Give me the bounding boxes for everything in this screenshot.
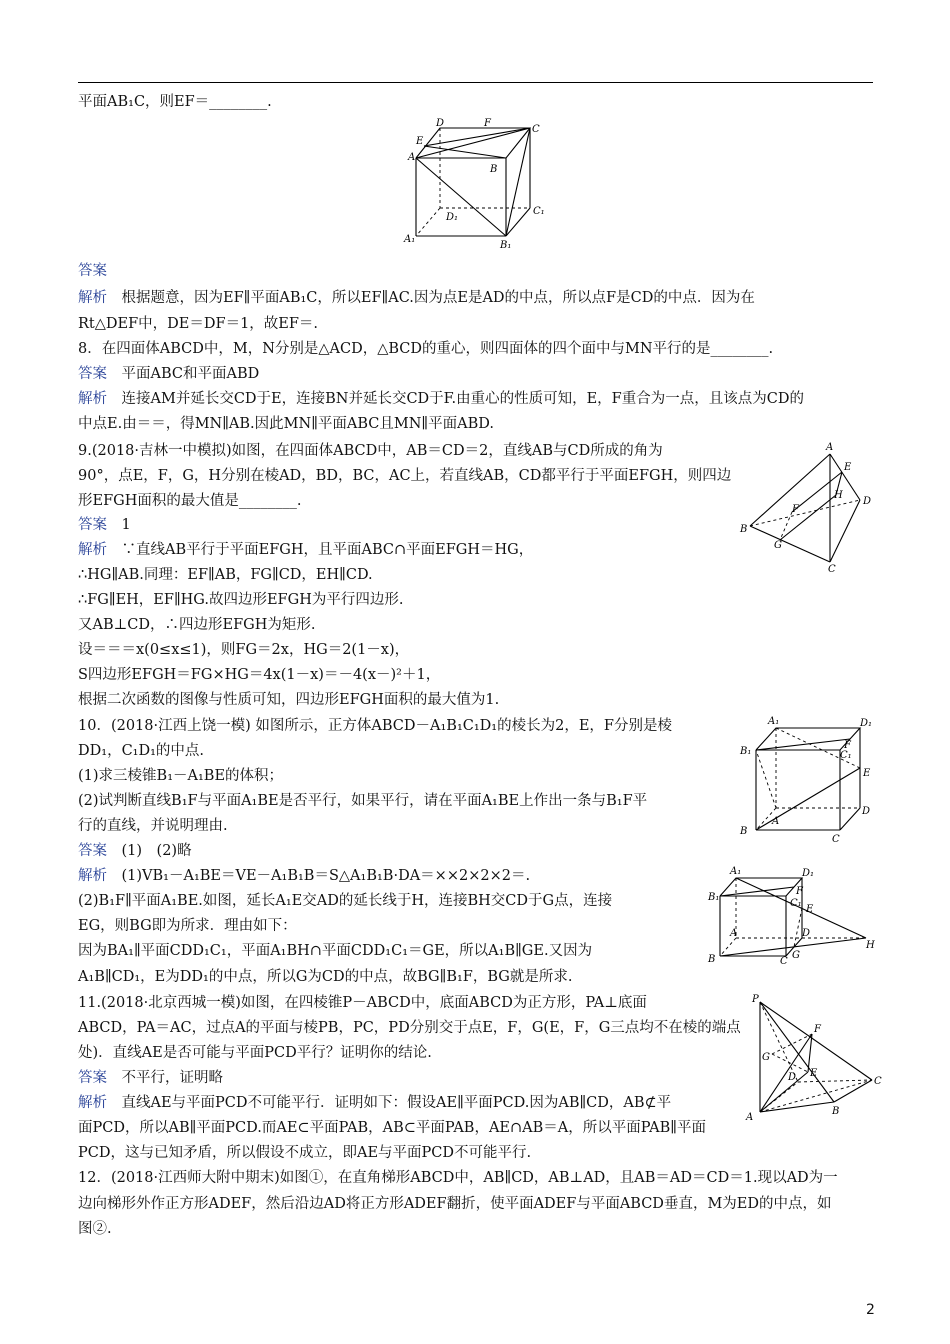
text-line (78, 840, 192, 862)
text-line (78, 564, 373, 586)
label-H: H (834, 490, 843, 501)
answer-label: 答案 (78, 843, 107, 859)
figure-pyramid-svg (742, 996, 882, 1126)
text-line (78, 992, 647, 1014)
label-D: D (862, 806, 871, 817)
analysis-label: 解析 (78, 290, 107, 306)
figure-cube-extended-svg (706, 866, 876, 966)
text-line (78, 260, 107, 282)
label-F: F (814, 1024, 821, 1035)
text-line-content: (2)试判断直线B₁F与平面A₁BE是否平行，如果平行，请在平面A₁BE上作出一条与B₁F平 (78, 793, 648, 809)
label-D1: D₁ (802, 868, 815, 879)
label-F: F (796, 886, 803, 897)
label-D1: D₁ (446, 212, 459, 223)
text-line (78, 664, 440, 686)
text-line-content: 根据二次函数的图像与性质可知，四边形EFGH面积的最大值为1. (78, 692, 500, 708)
label-B: B (740, 826, 748, 837)
figure-cube-efc-svg (400, 118, 550, 253)
text-line (78, 440, 663, 462)
label-C1: C₁ (790, 898, 802, 909)
header-rule (78, 82, 873, 83)
text-line-content: (2)B₁F∥平面A₁BE.如图，延长A₁E交AD的延长线于H，连接BH交CD于G点，连接 (78, 893, 613, 909)
text-line-content: 平面AB₁C，则EF＝________. (78, 94, 272, 110)
text-line-content: 9.(2018·吉林一中模拟)如图，在四面体ABCD中，AB＝CD＝2，直线AB与CD所成的角为 (78, 443, 663, 459)
text-line (78, 790, 647, 812)
label-G: G (762, 1052, 770, 1063)
text-line-content: ∴FG∥EH，EF∥HG.故四边形EFGH为平行四边形. (78, 592, 404, 608)
label-A: A (746, 1112, 754, 1123)
analysis-label: 解析 (78, 1095, 107, 1111)
text-line (78, 940, 592, 962)
figure-cube-b1f (736, 714, 876, 849)
text-line (78, 1167, 838, 1189)
text-line (78, 865, 530, 887)
text-line (78, 689, 499, 711)
analysis-label: 解析 (78, 868, 107, 884)
label-E: E (416, 136, 424, 147)
text-line-content: Rt△DEF中，DE＝DF＝1，故EF＝. (78, 316, 319, 332)
label-A: A (730, 928, 738, 939)
label-B: B (832, 1106, 840, 1117)
label-C: C (874, 1076, 882, 1087)
label-D: D (802, 928, 811, 939)
label-B1: B₁ (500, 240, 512, 251)
label-A1: A₁ (768, 716, 780, 727)
text-line (78, 1218, 112, 1240)
text-line-content: 行的直线，并说明理由. (78, 818, 228, 834)
text-line-content: S四边形EFGH＝FG×HG＝4x(1－x)＝－4(x－)²＋1， (78, 667, 441, 683)
label-E: E (806, 904, 814, 915)
text-line-content: 12．(2018·江西师大附中期末)如图①，在直角梯形ABCD中，AB∥CD，AB⊥AD，且AB＝AD＝CD＝1.现以AD为一 (78, 1170, 838, 1186)
label-F: F (792, 504, 799, 515)
answer-label: 答案 (78, 263, 107, 279)
text-line-content: 不平行，证明略 (107, 1070, 223, 1086)
text-line (78, 1042, 432, 1064)
label-D1: D₁ (860, 718, 873, 729)
label-B: B (490, 164, 498, 175)
text-line (78, 915, 297, 937)
answer-label: 答案 (78, 366, 107, 382)
text-line (78, 91, 272, 113)
text-line-content: 因为BA₁∥平面CDD₁C₁，平面A₁BH∩平面CDD₁C₁＝GE，所以A₁B∥GE.又因为 (78, 943, 593, 959)
text-line (78, 363, 259, 385)
text-line-content: 1 (107, 517, 131, 533)
text-line (78, 1142, 531, 1164)
text-line-content: 边向梯形外作正方形ADEF，然后沿边AD将正方形ADEF翻折，使平面ADEF与平面ABCD垂直，M为ED的中点，如 (78, 1196, 832, 1212)
text-line-content: 平面ABC和平面ABD (107, 366, 260, 382)
figure-cube-extended (706, 866, 876, 966)
text-line (78, 514, 131, 536)
figure-pyramid (742, 996, 882, 1126)
text-line (78, 639, 409, 661)
text-line (78, 1092, 671, 1114)
text-line-content: 11.(2018·北京西城一模)如图，在四棱锥P－ABCD中，底面ABCD为正方形，PA⊥底面 (78, 995, 647, 1011)
label-C: C (832, 834, 840, 845)
text-line (78, 338, 773, 360)
text-line (78, 413, 494, 435)
text-line-content: DD₁，C₁D₁的中点. (78, 743, 205, 759)
answer-label: 答案 (78, 517, 107, 533)
text-line-content: 设＝＝＝x(0≤x≤1)，则FG＝2x，HG＝2(1－x)， (78, 642, 410, 658)
text-line-content: PCD，这与已知矛盾，所以假设不成立，即AE与平面PCD不可能平行. (78, 1145, 532, 1161)
text-line (78, 465, 731, 487)
text-line-content: 图②. (78, 1221, 112, 1237)
text-line (78, 313, 318, 335)
text-line-content: (1)求三棱锥B₁－A₁BE的体积； (78, 768, 284, 784)
text-line (78, 815, 228, 837)
text-line-content: ∴HG∥AB.同理：EF∥AB，FG∥CD，EH∥CD. (78, 567, 373, 583)
text-line (78, 287, 755, 309)
label-A1: A₁ (404, 234, 416, 245)
label-D: D (436, 118, 445, 129)
label-G: G (792, 950, 800, 961)
label-C1: C₁ (840, 750, 852, 761)
figure-tetrahedron-svg (736, 440, 876, 575)
text-line-content: 面PCD，所以AB∥平面PCD.而AE⊂平面PAB，AB⊂平面PAB，AE∩AB＝A，所以平面PAB∥平面 (78, 1120, 707, 1136)
label-B: B (740, 524, 748, 535)
text-line (78, 388, 804, 410)
text-line-content: 根据题意，因为EF∥平面AB₁C，所以EF∥AC.因为点E是AD的中点，所以点F是CD的中点．因为在 (107, 290, 755, 306)
text-line-content: ABCD，PA＝AC，过点A的平面与棱PB，PC，PD分别交于点E，F，G(E，F，G三点均不在棱的端点 (78, 1020, 741, 1036)
text-line-content: 90°，点E，F，G，H分别在棱AD，BD，BC，AC上，若直线AB，CD都平行于平面EFGH，则四边 (78, 468, 732, 484)
text-line (78, 539, 533, 561)
text-line (78, 890, 612, 912)
label-D: D (788, 1072, 797, 1083)
text-line-content: 又AB⊥CD，∴四边形EFGH为矩形. (78, 617, 316, 633)
label-C: C (780, 956, 788, 967)
text-line-content: 10．(2018·江西上饶一模) 如图所示，正方体ABCD－A₁B₁C₁D₁的棱长为2，E，F分别是棱 (78, 718, 672, 734)
text-line-content: 连接AM并延长交CD于E，连接BN并延长交CD于F.由重心的性质可知，E，F重合为一点，且该点为CD的 (107, 391, 804, 407)
label-G: G (774, 540, 782, 551)
text-line-content: A₁B∥CD₁，E为DD₁的中点，所以G为CD的中点，故BG∥B₁F，BG就是所求. (78, 969, 573, 985)
label-A: A (772, 816, 780, 827)
text-line-content: 处)．直线AE是否可能与平面PCD平行？证明你的结论. (78, 1045, 432, 1061)
text-line (78, 765, 283, 787)
page-number: 2 (866, 1302, 875, 1318)
text-line (78, 490, 301, 512)
label-C1: C₁ (533, 206, 545, 217)
text-line-content: 中点E.由＝＝，得MN∥AB.因此MN∥平面ABC且MN∥平面ABD. (78, 416, 494, 432)
analysis-label: 解析 (78, 542, 107, 558)
label-E: E (863, 768, 871, 779)
label-P: P (752, 994, 759, 1005)
text-line (78, 1193, 832, 1215)
text-line (78, 1017, 741, 1039)
text-line (78, 1117, 706, 1139)
text-line (78, 1067, 223, 1089)
label-C: C (532, 124, 540, 135)
figure-cube-efc (400, 118, 550, 253)
text-line-content: ∵直线AB平行于平面EFGH，且平面ABC∩平面EFGH＝HG， (107, 542, 534, 558)
text-line (78, 715, 672, 737)
text-line (78, 966, 572, 988)
label-F: F (844, 740, 851, 751)
figure-tetrahedron (736, 440, 876, 575)
answer-label: 答案 (78, 1070, 107, 1086)
text-line-content: 8．在四面体ABCD中，M，N分别是△ACD，△BCD的重心，则四面体的四个面中与MN平行的是________. (78, 341, 774, 357)
text-line (78, 740, 204, 762)
text-line (78, 614, 315, 636)
text-line (78, 589, 403, 611)
label-H: H (866, 940, 875, 951)
label-A: A (408, 152, 416, 163)
label-A1: A₁ (730, 866, 742, 877)
label-C: C (828, 564, 836, 575)
figure-cube-b1f-svg (736, 714, 876, 849)
label-B1: B₁ (740, 746, 752, 757)
label-B: B (708, 954, 716, 965)
label-A: A (826, 442, 834, 453)
label-B1: B₁ (708, 892, 720, 903)
text-line-content: 形EFGH面积的最大值是________. (78, 493, 302, 509)
label-E: E (844, 462, 852, 473)
text-line-content: EG，则BG即为所求．理由如下： (78, 918, 297, 934)
analysis-label: 解析 (78, 391, 107, 407)
text-line-content: 直线AE与平面PCD不可能平行．证明如下：假设AE∥平面PCD.因为AB∥CD，AB⊄平 (107, 1095, 672, 1111)
text-line-content: (1)VB₁－A₁BE＝VE－A₁B₁B＝S△A₁B₁B·DA＝××2×2×2＝. (107, 868, 531, 884)
text-line-content: (1) (2)略 (107, 843, 192, 859)
label-F: F (484, 118, 491, 129)
label-D: D (863, 496, 872, 507)
label-E: E (810, 1068, 818, 1079)
